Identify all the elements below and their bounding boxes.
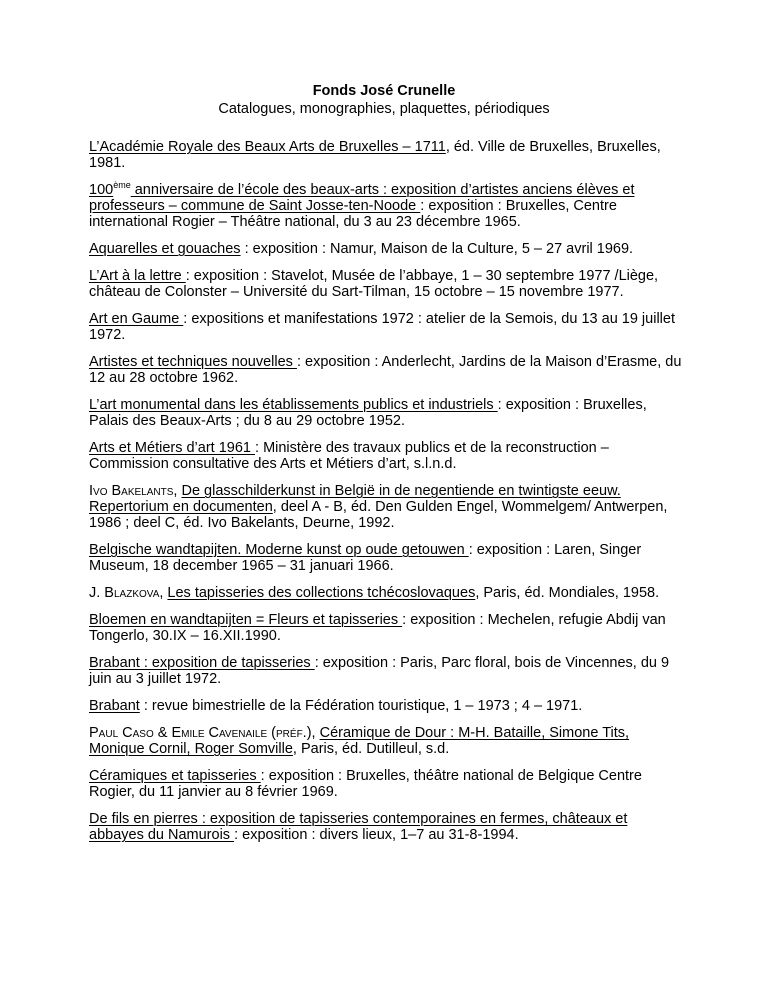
entry-details: : exposition : Paris, Parc floral, bois de Vincennes, du 9 juin au 3 juillet 1972. bbox=[89, 655, 670, 687]
entry-title: L’Académie Royale des Beaux Arts de Bruxelles – 1711 bbox=[89, 139, 446, 155]
bibliography-entry bbox=[89, 241, 685, 257]
entry-details: : exposition : divers lieux, 1–7 au 31-8-1994. bbox=[234, 827, 519, 843]
bibliography-entry bbox=[89, 542, 685, 574]
entry-details: : exposition : Stavelot, Musée de l’abbaye, 1 – 30 septembre 1977 /Liège, château de Colonster – Université du Sart-Tilman, 15 octobre – 15 novembre 1977. bbox=[89, 268, 659, 300]
entry-title: Belgische wandtapijten. Moderne kunst op oude getouwen bbox=[89, 542, 469, 558]
entry-details: : exposition : Bruxelles, théâtre national de Belgique Centre Rogier, du 11 janvier au 8 février 1969. bbox=[89, 768, 642, 800]
bibliography-entry bbox=[89, 397, 685, 429]
bibliography-entry bbox=[89, 811, 685, 843]
bibliography-entry bbox=[89, 725, 685, 757]
entry-title: Céramique de Dour : M-H. Bataille, Simone Tits, Monique Cornil, Roger Somville bbox=[89, 725, 630, 757]
entry-details: : exposition : Bruxelles, Palais des Beaux-Arts ; du 8 au 29 octobre 1952. bbox=[89, 397, 647, 429]
entry-details: : exposition : Mechelen, refugie Abdij van Tongerlo, 30.IX – 16.XII.1990. bbox=[89, 612, 666, 644]
entry-author: Paul Caso & Emile Cavenaile (préf.), bbox=[89, 725, 320, 741]
entry-title: anniversaire de l’école des beaux-arts : exposition d’artistes anciens élèves et professeurs – commune de Saint Josse-ten-Noode bbox=[89, 182, 635, 214]
entry-details: : exposition : Namur, Maison de la Culture, 5 – 27 avril 1969. bbox=[240, 241, 634, 257]
document-header bbox=[0, 82, 768, 118]
entry-title: Arts et Métiers d’art 1961 bbox=[89, 440, 256, 456]
bibliography-entry bbox=[89, 483, 685, 531]
entry-author: Ivo Bakelants, bbox=[89, 483, 182, 499]
entry-details: , deel A - B, éd. Den Gulden Engel, Wommelgem/ Antwerpen, 1986 ; deel C, éd. Ivo Bakelants, Deurne, 1992. bbox=[89, 499, 668, 531]
entry-details: : exposition : Bruxelles, Centre international Rogier – Théâtre national, du 3 au 23 décembre 1965. bbox=[89, 198, 617, 230]
entry-details: : revue bimestrielle de la Fédération touristique, 1 – 1973 ; 4 – 1971. bbox=[139, 698, 583, 714]
bibliography-entry bbox=[89, 354, 685, 386]
entry-details: : expositions et manifestations 1972 : atelier de la Semois, du 13 au 19 juillet 1972. bbox=[89, 311, 675, 343]
entry-superscript: ème bbox=[113, 180, 131, 191]
entry-title: Les tapisseries des collections tchécoslovaques bbox=[167, 585, 476, 601]
entry-title: L’art monumental dans les établissements publics et industriels bbox=[89, 397, 498, 413]
entry-title: Artistes et techniques nouvelles bbox=[89, 354, 297, 370]
entry-details: , Paris, éd. Mondiales, 1958. bbox=[475, 585, 660, 601]
entry-author: J. Blazkova, bbox=[89, 585, 168, 601]
entry-title: Art en Gaume bbox=[89, 311, 184, 327]
entry-title: Bloemen en wandtapijten = Fleurs et tapisseries bbox=[89, 612, 403, 628]
entry-details: : exposition : Laren, Singer Museum, 18 december 1965 – 31 januari 1966. bbox=[89, 542, 642, 574]
entry-details: : exposition : Anderlecht, Jardins de la Maison d’Erasme, du 12 au 28 octobre 1962. bbox=[89, 354, 682, 386]
entry-title-number: 100 bbox=[89, 182, 114, 198]
bibliography-entry bbox=[89, 311, 685, 343]
entry-title: L’Art à la lettre bbox=[89, 268, 186, 284]
bibliography-entry bbox=[89, 268, 685, 300]
bibliography-entry bbox=[89, 655, 685, 687]
entry-title: De glasschilderkunst in België in de negentiende en twintigste eeuw. Repertorium en documenten bbox=[89, 483, 621, 515]
bibliography-entry bbox=[89, 768, 685, 800]
entry-title: Aquarelles et gouaches bbox=[89, 241, 241, 257]
entry-details: , Paris, éd. Dutilleul, s.d. bbox=[292, 741, 450, 757]
entry-title: Brabant : exposition de tapisseries bbox=[89, 655, 315, 671]
bibliography-entry bbox=[89, 182, 685, 230]
bibliography-entry bbox=[89, 139, 685, 171]
document-subtitle: Catalogues, monographies, plaquettes, périodiques bbox=[218, 101, 550, 117]
entry-details: , éd. Ville de Bruxelles, Bruxelles, 1981. bbox=[89, 139, 661, 171]
document-title: Fonds José Crunelle bbox=[312, 83, 456, 99]
bibliography-list bbox=[89, 139, 685, 854]
entry-title: De fils en pierres : exposition de tapisseries contemporaines en fermes, châteaux et abbayes du Namurois bbox=[89, 811, 628, 843]
bibliography-entry bbox=[89, 585, 685, 601]
bibliography-entry bbox=[89, 440, 685, 472]
bibliography-entry bbox=[89, 612, 685, 644]
bibliography-entry bbox=[89, 698, 685, 714]
entry-title: Céramiques et tapisseries bbox=[89, 768, 261, 784]
entry-title: Brabant bbox=[89, 698, 140, 714]
entry-details: : Ministère des travaux publics et de la reconstruction – Commission consultative des Arts et Métiers d’art, s.l.n.d. bbox=[89, 440, 609, 472]
